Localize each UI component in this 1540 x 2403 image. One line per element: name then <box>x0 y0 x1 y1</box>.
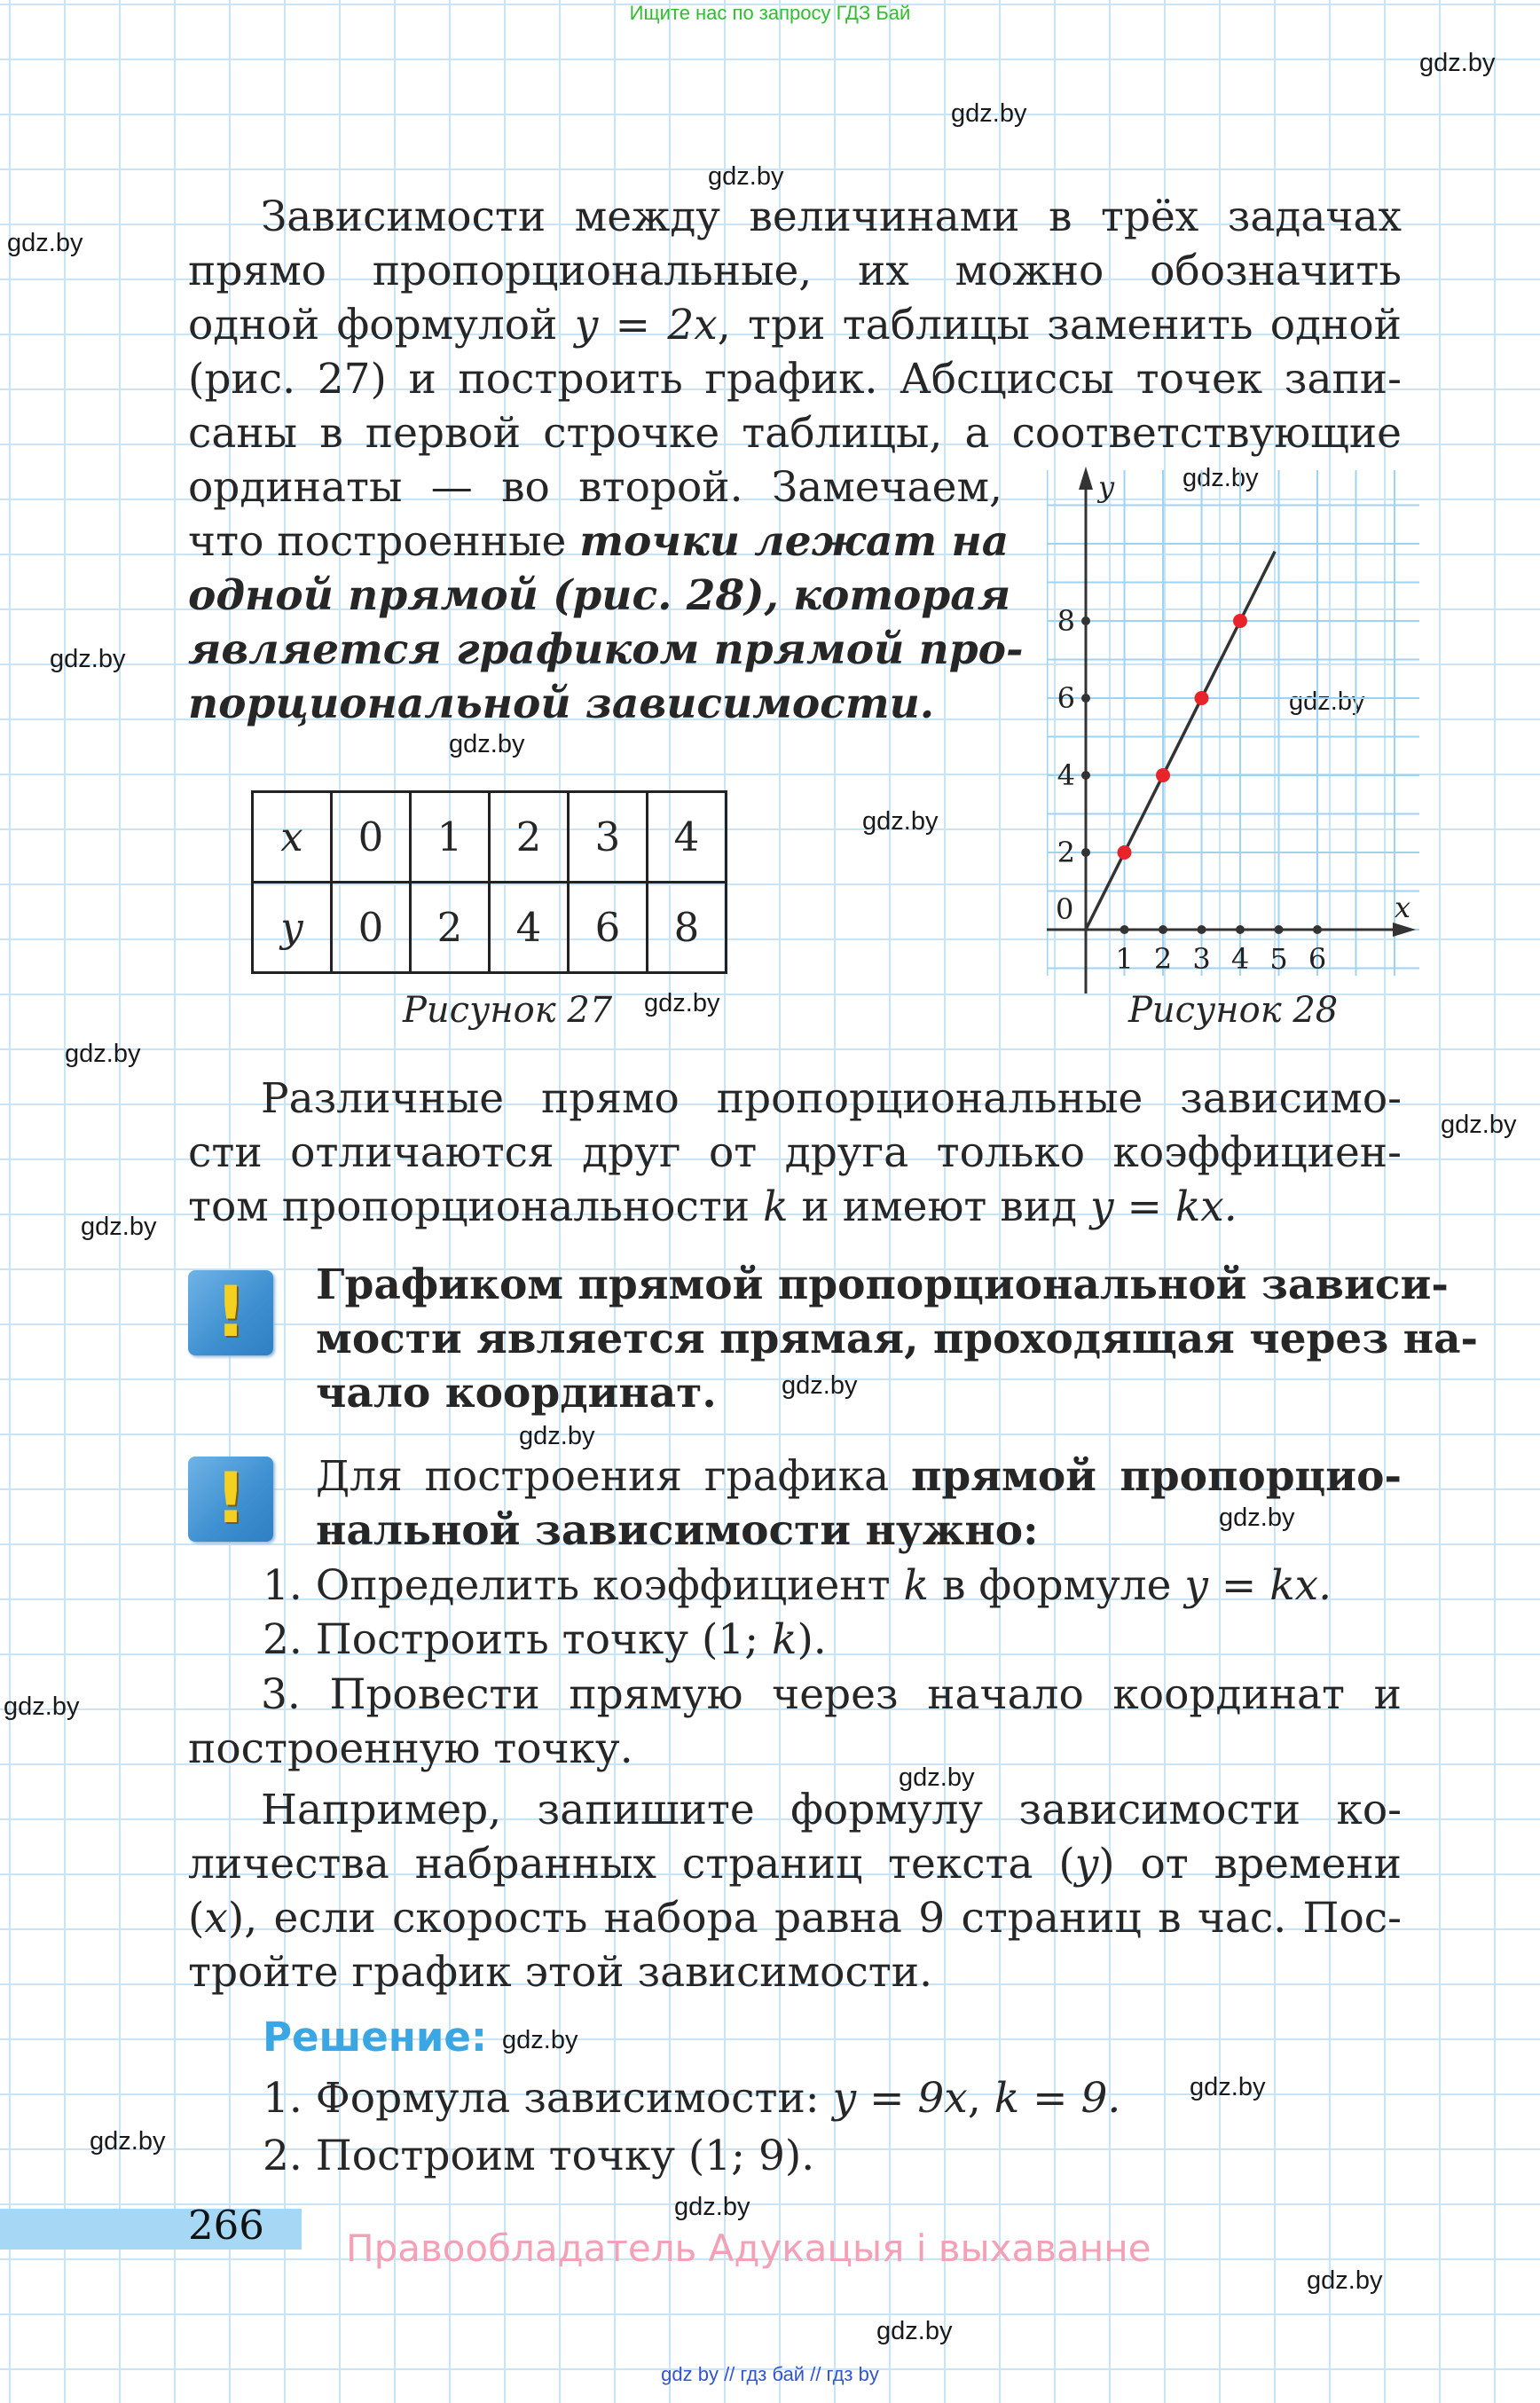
text-line: прямо пропорциональные, их можно обозначить <box>188 247 1402 295</box>
table-cell: 0 <box>332 792 411 883</box>
table-cell: 1 <box>411 792 490 883</box>
list-item: 2. Построим точку (1; 9). <box>263 2132 815 2180</box>
top-banner[interactable]: Ищите нас по запросу ГДЗ Бай <box>629 2 911 24</box>
y-tick-mark <box>1081 848 1090 857</box>
watermark: gdz.by <box>7 229 83 257</box>
text-line: ординаты — во второй. Замечаем, <box>188 463 1002 512</box>
y-tick-label: 6 <box>1057 681 1075 715</box>
text-line: личества набранных страниц текста (y) от времени <box>188 1840 1402 1889</box>
text-line: том пропорциональности k и имеют вид y = kx. <box>188 1182 1238 1231</box>
copyright-notice: Правообладатель Адукацыя і выхаванне <box>346 2226 1151 2270</box>
text-line: нальной зависимости нужно: <box>316 1506 1039 1555</box>
x-tick-mark <box>1275 925 1284 934</box>
watermark: gdz.by <box>449 730 525 758</box>
list-item: 1. Определить коэффициент k в формуле y = kx. <box>263 1561 1332 1610</box>
graph-line <box>1086 552 1275 930</box>
watermark: gdz.by <box>708 162 784 191</box>
text-line: тройте график этой зависимости. <box>188 1948 933 1997</box>
y-axis-arrow-icon <box>1079 467 1093 490</box>
table-cell: 6 <box>569 883 648 973</box>
text-line: мости является прямая, проходящая через на- <box>316 1315 1479 1363</box>
table-cell: 8 <box>648 883 727 973</box>
page-number: 266 <box>188 2202 264 2249</box>
data-point <box>1233 614 1247 628</box>
data-point <box>1195 691 1209 705</box>
text-line: одной формулой y = 2x, три таблицы заменить одной <box>188 301 1402 349</box>
watermark: gdz.by <box>50 645 126 673</box>
x-tick-mark <box>1159 925 1167 934</box>
text-line: построенную точку. <box>188 1724 633 1773</box>
watermark: gdz.by <box>65 1040 141 1068</box>
watermark: gdz.by <box>1419 49 1496 77</box>
x-tick-label: 6 <box>1308 942 1327 976</box>
table-cell: 4 <box>490 883 569 973</box>
text-line: Для построения графика прямой пропорцио- <box>316 1452 1402 1501</box>
watermark: gdz.by <box>899 1763 975 1792</box>
list-item: 2. Построить точку (1; k). <box>263 1615 827 1664</box>
paragraph-1-top <box>188 190 1402 460</box>
text-line: Различные прямо пропорциональные зависимо- <box>261 1074 1402 1123</box>
text-line: одной прямой (рис. 28), которая <box>188 571 1011 620</box>
watermark: gdz.by <box>519 1422 595 1450</box>
watermark: gdz.by <box>1219 1504 1295 1532</box>
watermark: gdz.by <box>876 2317 953 2345</box>
text-line: чало координат. <box>316 1369 717 1417</box>
text-line: сти отличаются друг от друга только коэффициен- <box>188 1128 1402 1177</box>
watermark: gdz.by <box>4 1692 80 1721</box>
list-item: 1. Формула зависимости: y = 9x, k = 9. <box>263 2074 1121 2123</box>
figure-27-caption: Рисунок 27 <box>403 990 613 1031</box>
y-axis-label: y <box>1098 470 1115 504</box>
exclamation-icon: ! <box>188 1270 273 1355</box>
text-line: (рис. 27) и построить график. Абсциссы точек запи- <box>188 355 1402 404</box>
bottom-links[interactable]: gdz by // гдз бай // гдз by <box>661 2363 879 2385</box>
exclamation-icon: ! <box>188 1457 273 1542</box>
x-tick-mark <box>1120 925 1129 934</box>
x-axis-label: x <box>1395 891 1411 924</box>
x-tick-label: 4 <box>1230 942 1250 976</box>
x-tick-mark <box>1198 925 1206 934</box>
data-point <box>1156 768 1170 782</box>
x-tick-label: 2 <box>1153 942 1173 976</box>
x-tick-label: 1 <box>1115 942 1134 976</box>
x-axis-arrow-icon <box>1393 923 1416 937</box>
y-tick-mark <box>1081 771 1090 780</box>
text-line: что построенные точки лежат на <box>188 517 1010 566</box>
example-paragraph <box>188 1783 1402 1999</box>
list-item <box>188 1668 1402 1776</box>
watermark: gdz.by <box>951 99 1027 128</box>
table-row <box>253 792 727 883</box>
x-tick-mark <box>1236 925 1245 934</box>
table-row <box>253 883 727 973</box>
text-line: (x), если скорость набора равна 9 страниц в час. Пос- <box>188 1894 1402 1943</box>
table-cell: 2 <box>490 792 569 883</box>
values-table <box>251 790 727 974</box>
table-cell: 4 <box>648 792 727 883</box>
y-tick-mark <box>1081 694 1090 703</box>
y-tick-label: 2 <box>1057 836 1075 869</box>
note-1 <box>316 1258 1479 1420</box>
table-cell: y <box>253 883 332 973</box>
watermark: gdz.by <box>502 2026 578 2054</box>
watermark: gdz.by <box>1182 464 1259 492</box>
text-line: Зависимости между величинами в трёх задачах <box>261 192 1402 241</box>
table-cell: 2 <box>411 883 490 973</box>
watermark: gdz.by <box>674 2193 750 2221</box>
text-line: 3. Провести прямую через начало координат и <box>261 1670 1402 1719</box>
text-line: Например, запишите формулу зависимости ко- <box>261 1786 1402 1834</box>
y-tick-label: 8 <box>1057 604 1075 638</box>
y-tick-label: 4 <box>1057 758 1075 792</box>
watermark: gdz.by <box>1441 1111 1517 1139</box>
text-line: Графиком прямой пропорциональной зависи- <box>316 1260 1449 1309</box>
table-cell: 0 <box>332 883 411 973</box>
x-tick-label: 3 <box>1192 942 1211 976</box>
watermark: gdz.by <box>1289 687 1365 716</box>
x-tick-label: 5 <box>1269 942 1288 976</box>
text-line: порциональной зависимости. <box>188 679 935 728</box>
watermark: gdz.by <box>90 2127 166 2156</box>
paragraph-1-narrow <box>188 460 1024 731</box>
figure-28-chart <box>1047 461 1419 993</box>
solution-heading: Решение: <box>263 2014 487 2061</box>
watermark: gdz.by <box>644 989 720 1017</box>
watermark: gdz.by <box>81 1213 157 1241</box>
watermark: gdz.by <box>1190 2073 1266 2101</box>
watermark: gdz.by <box>1307 2266 1383 2295</box>
x-tick-mark <box>1313 925 1322 934</box>
note-2 <box>316 1449 1402 1558</box>
origin-label: 0 <box>1056 892 1074 926</box>
formula: y = 2x <box>574 301 718 349</box>
y-tick-mark <box>1081 616 1090 625</box>
figure-28-caption: Рисунок 28 <box>1128 990 1339 1031</box>
watermark: gdz.by <box>862 807 939 836</box>
paragraph-2 <box>188 1072 1402 1234</box>
data-point <box>1118 845 1132 860</box>
text-line: является графиком прямой про- <box>188 625 1024 674</box>
watermark: gdz.by <box>782 1371 858 1400</box>
table-cell: x <box>253 792 332 883</box>
text-line: саны в первой строчке таблицы, а соответствующие <box>188 409 1402 458</box>
table-cell: 3 <box>569 792 648 883</box>
